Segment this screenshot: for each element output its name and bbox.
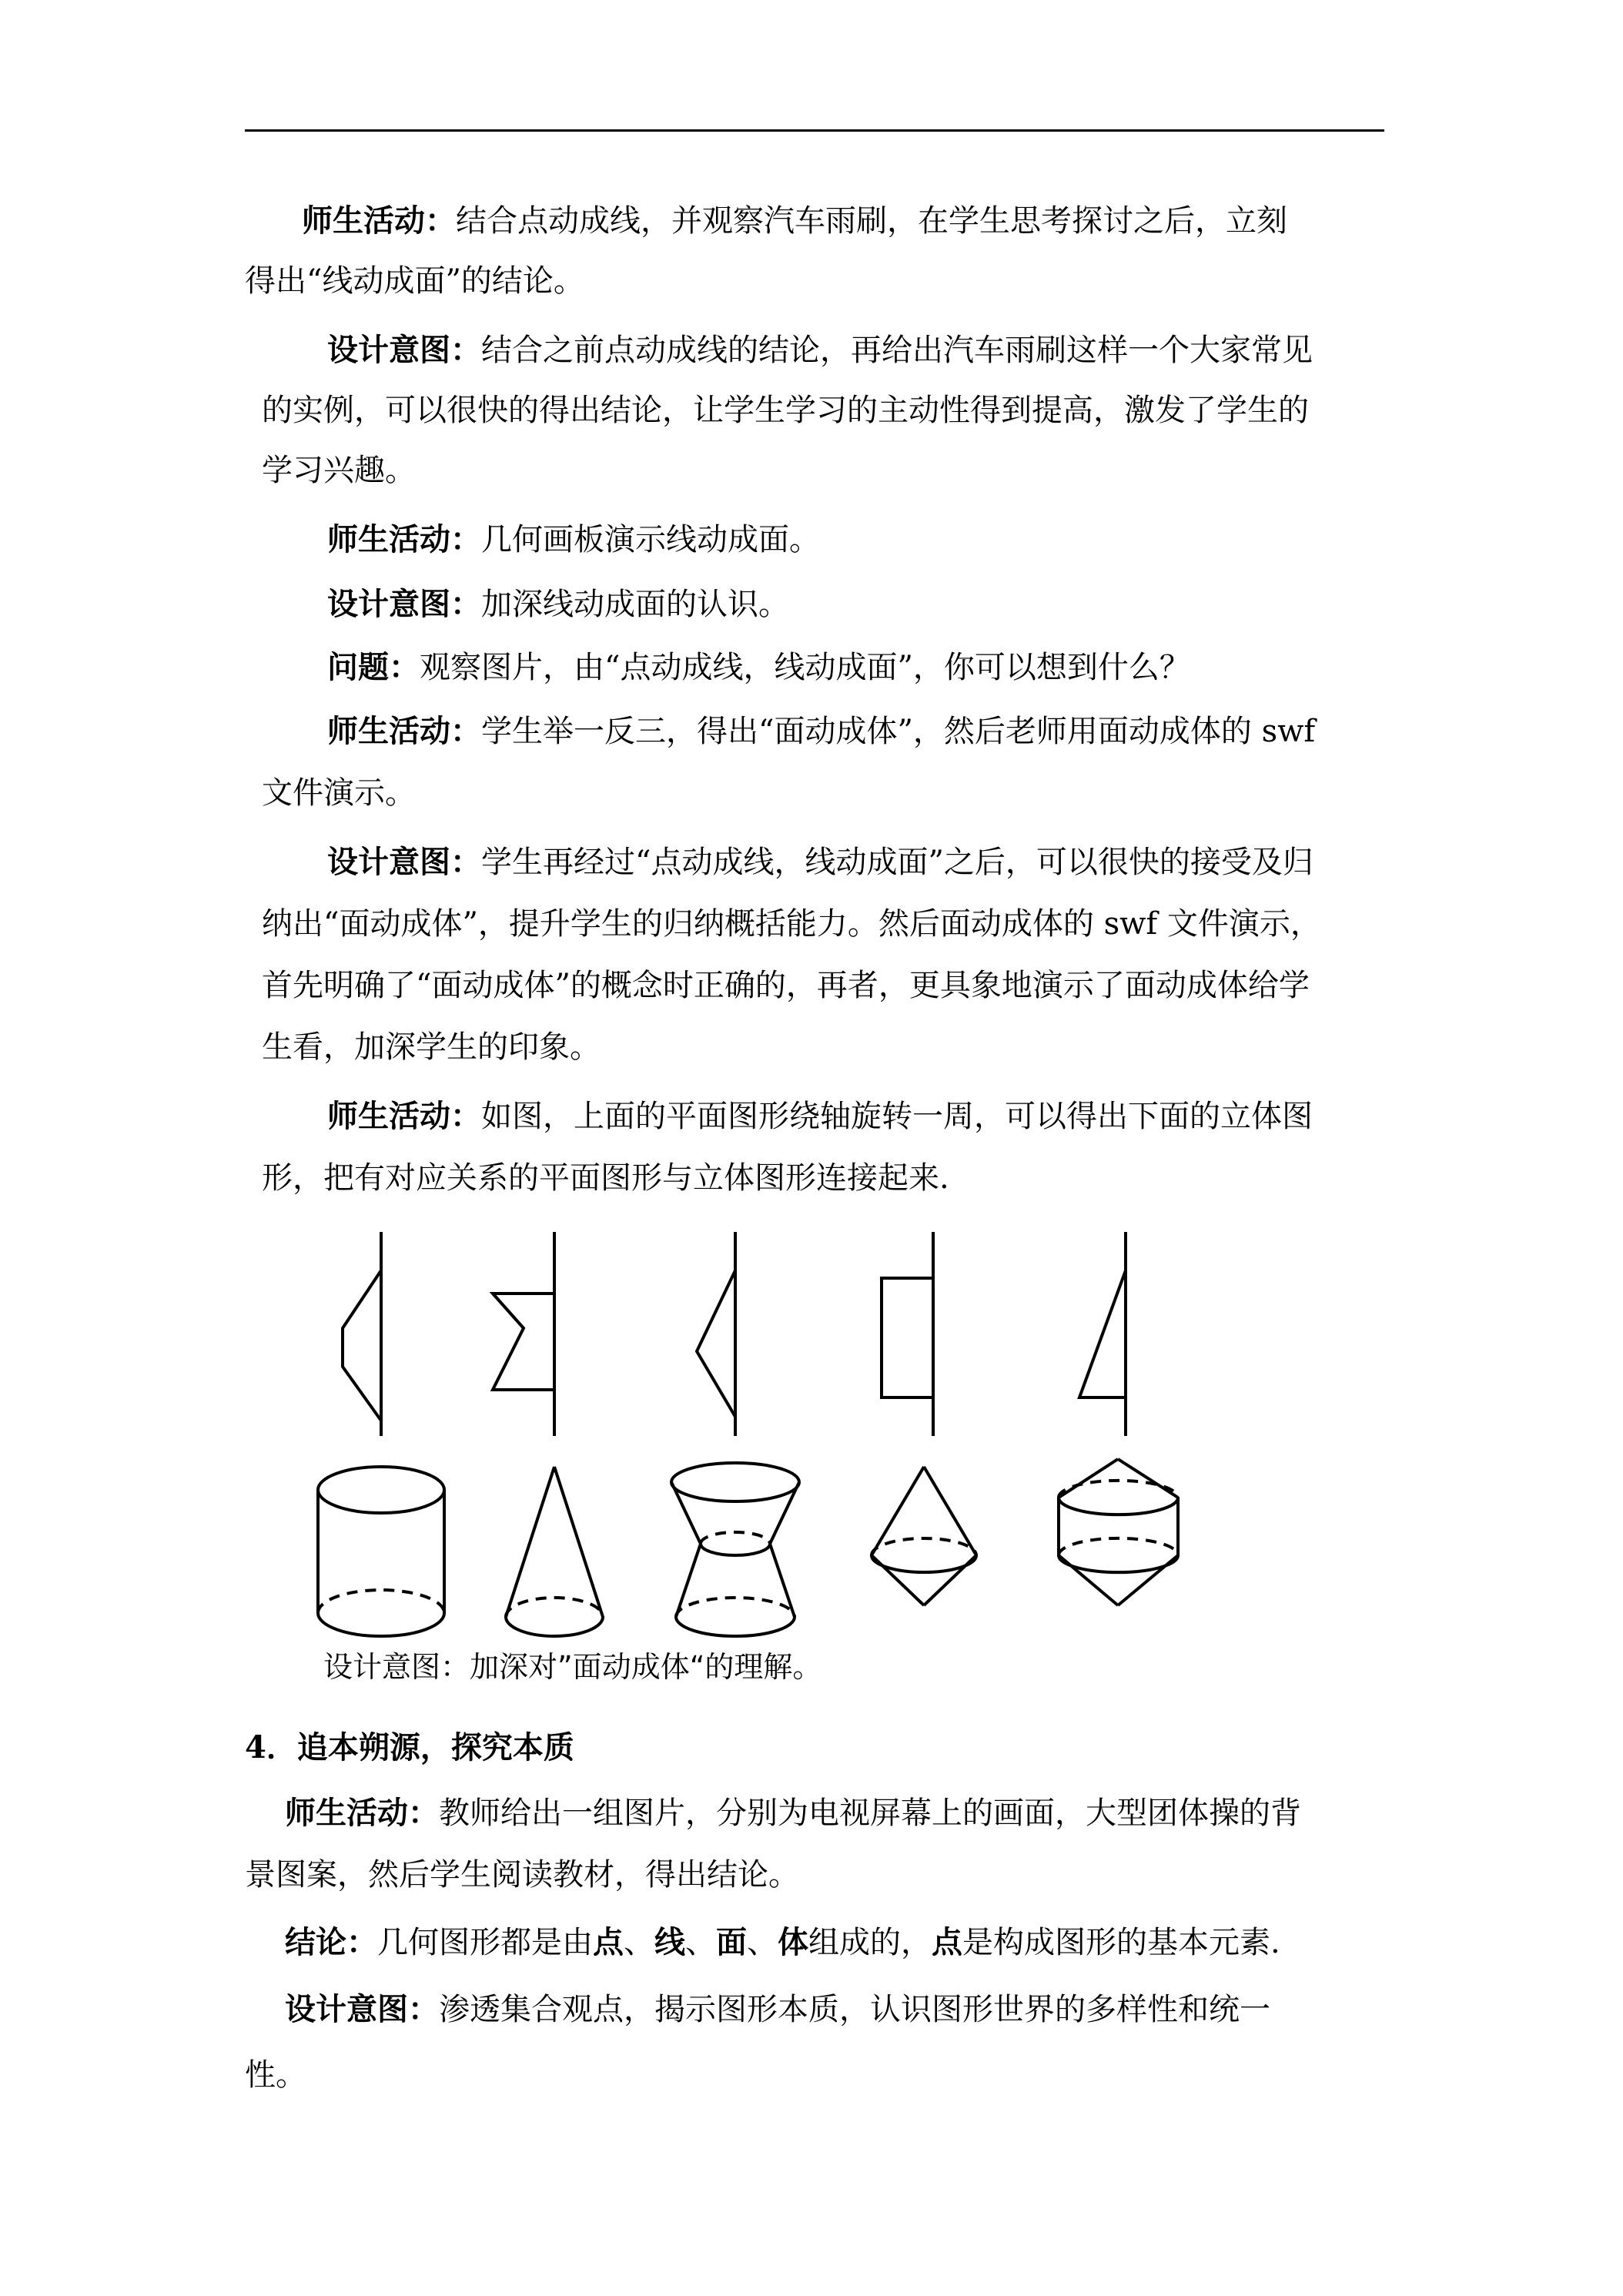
paragraph-label: 师生活动： [327, 521, 481, 557]
paragraph-2-line-1 [327, 316, 1313, 385]
figure-caption: 设计意图：加深对”面动成体“的理解。 [323, 1650, 822, 1684]
section-paragraph-3-line-1 [285, 1975, 1270, 2044]
section-paragraph-2-line-1 [285, 1908, 1280, 1977]
paragraph-text: 纳出“面动成体”，提升学生的归纳概括能力。然后面动成体的 swf 文件演示， [262, 906, 1321, 942]
paragraph-label: 师生活动： [285, 1795, 439, 1831]
plane-shape-rectangle [882, 1232, 933, 1436]
paragraph-text: 是构成图形的基本元素. [962, 1925, 1280, 1960]
paragraph-text: 加深线动成面的认识。 [481, 587, 789, 622]
paragraph-text: 学习兴趣。 [262, 453, 416, 488]
paragraph-text: 性。 [245, 2057, 306, 2093]
paragraph-7-line-2 [262, 889, 1321, 959]
emphasis-text: 体 [778, 1924, 808, 1960]
paragraph-7-line-1 [327, 828, 1313, 897]
section-paragraph-3-line-2 [245, 2040, 306, 2110]
paragraph-text: 文件演示。 [262, 775, 416, 811]
plane-shape-bowtie [493, 1232, 554, 1436]
paragraph-label: 设计意图： [327, 586, 481, 622]
paragraph-text: 、 [685, 1925, 716, 1960]
paragraph-text: 几何画板演示线动成面。 [481, 522, 820, 557]
plane-shape-right-triangle [1079, 1232, 1126, 1436]
plane-shape-triangle [697, 1232, 735, 1436]
plane-shape-trapezoid [343, 1232, 381, 1436]
paragraph-6-line-1 [327, 697, 1315, 766]
solid-double-frustum [671, 1463, 799, 1636]
emphasis-text: 点 [593, 1924, 624, 1960]
paragraph-text: 、 [624, 1925, 654, 1960]
paragraph-text: 首先明确了“面动成体”的概念时正确的，再者，更具象地演示了面动成体给学 [262, 968, 1310, 1003]
paragraph-text: 、 [747, 1925, 778, 1960]
emphasis-text: 点 [932, 1924, 962, 1960]
paragraph-text: 学生举一反三，得出“面动成体”，然后老师用面动成体的 swf [481, 714, 1316, 749]
paragraph-1-line-2 [245, 246, 584, 316]
section-paragraph-1-line-1 [285, 1779, 1301, 1848]
paragraph-2-line-3 [262, 436, 416, 505]
paragraph-label: 师生活动： [302, 202, 456, 239]
paragraph-text: 几何图形都是由 [377, 1925, 593, 1960]
paragraph-8-line-1 [327, 1082, 1313, 1151]
paragraph-text: 的实例，可以很快的得出结论，让学生学习的主动性得到提高，激发了学生的 [262, 393, 1309, 428]
paragraph-3-line-1 [327, 505, 820, 574]
emphasis-text: 面 [716, 1924, 747, 1960]
paragraph-label: 设计意图： [327, 844, 481, 880]
paragraph-text: 得出“线动成面”的结论。 [245, 263, 584, 299]
paragraph-text: 观察图片，由“点动成线，线动成面”，你可以想到什么？ [420, 650, 1190, 685]
solid-cylinder-with-cones [1059, 1459, 1178, 1605]
paragraph-text: 学生再经过“点动成线，线动成面”之后，可以很快的接受及归 [481, 845, 1313, 880]
paragraph-label: 问题： [327, 649, 420, 685]
section-heading: 4．追本朔源，探究本质 [245, 1729, 574, 1766]
solid-cylinder [318, 1467, 444, 1636]
section-paragraph-1-line-2 [245, 1840, 799, 1909]
solid-cone [506, 1467, 603, 1636]
paragraph-text: 教师给出一组图片，分别为电视屏幕上的画面，大型团体操的背 [439, 1796, 1301, 1831]
paragraph-7-line-4 [262, 1012, 601, 1082]
paragraph-4-line-1 [327, 570, 789, 639]
paragraph-1-line-1 [302, 186, 1287, 256]
paragraph-text: 生看，加深学生的印象。 [262, 1029, 601, 1065]
paragraph-text: 景图案，然后学生阅读教材，得出结论。 [245, 1857, 799, 1893]
paragraph-label: 设计意图： [327, 332, 481, 368]
paragraph-label: 师生活动： [327, 713, 481, 749]
paragraph-text: 结合点动成线，并观察汽车雨刷，在学生思考探讨之后，立刻 [456, 203, 1287, 239]
paragraph-6-line-2 [262, 758, 416, 828]
solid-double-cone [872, 1467, 976, 1605]
paragraph-label: 结论： [285, 1924, 377, 1960]
emphasis-text: 线 [654, 1924, 685, 1960]
paragraph-text: 形，把有对应关系的平面图形与立体图形连接起来. [262, 1160, 949, 1196]
rotation-figure [293, 1224, 1263, 1640]
paragraph-2-line-2 [262, 376, 1309, 445]
paragraph-text: 结合之前点动成线的结论，再给出汽车雨刷这样一个大家常见 [481, 333, 1313, 368]
paragraph-5-line-1 [327, 633, 1190, 702]
paragraph-text: 渗透集合观点，揭示图形本质，认识图形世界的多样性和统一 [439, 1992, 1270, 2027]
header-rule [245, 129, 1384, 132]
paragraph-label: 师生活动： [327, 1098, 481, 1134]
paragraph-text: 如图，上面的平面图形绕轴旋转一周，可以得出下面的立体图 [481, 1099, 1313, 1134]
paragraph-8-line-2 [262, 1143, 949, 1213]
paragraph-7-line-3 [262, 951, 1310, 1020]
paragraph-label: 设计意图： [285, 1991, 439, 2027]
paragraph-text: 组成的， [808, 1925, 932, 1960]
